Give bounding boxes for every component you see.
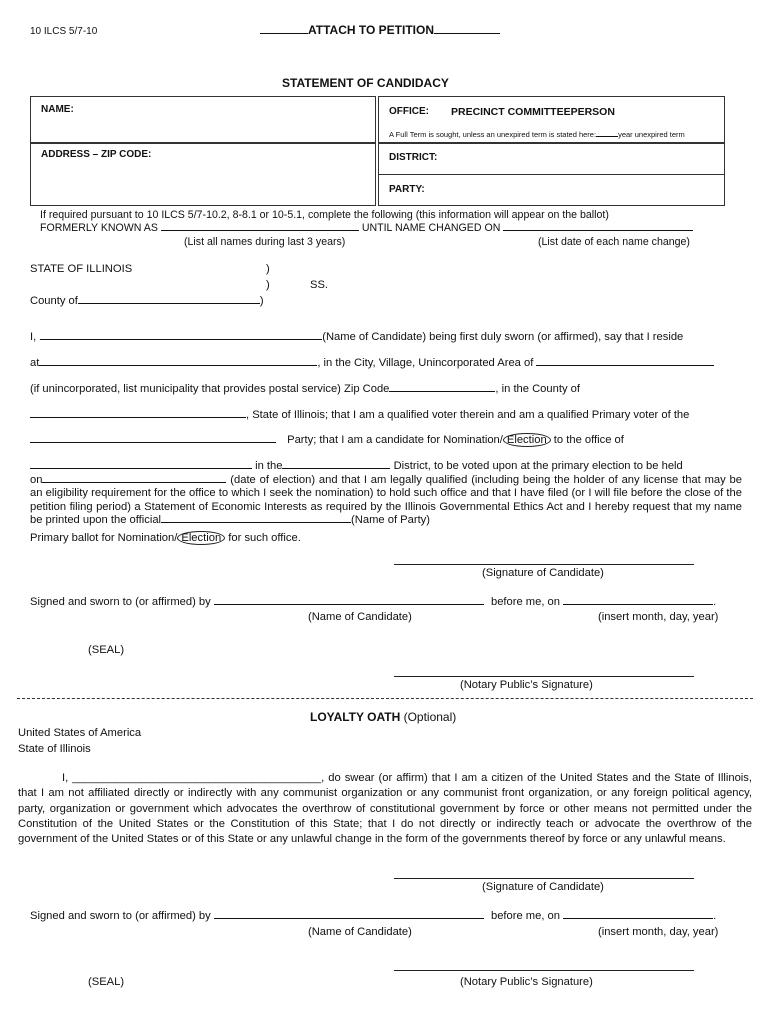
formerly-known-as: FORMERLY KNOWN AS UNTIL NAME CHANGED ON (40, 222, 693, 234)
candidate-signature-line-2[interactable] (394, 878, 694, 879)
notary-signature-line-2[interactable] (394, 970, 694, 971)
loyalty-usa: United States of America (18, 727, 142, 739)
oath-line-4: , State of Illinois; that I am a qualified voter therein and am a qualified Primary voter of the (30, 409, 689, 421)
oath-line-2: at , in the City, Village, Unincorporated Area of (30, 357, 714, 369)
page-title: STATEMENT OF CANDIDACY (282, 76, 449, 90)
oath-line-5: Party; that I am a candidate for Nomination/ Election to the office of (30, 434, 624, 446)
seal-label-2: (SEAL) (88, 976, 125, 988)
office-label: OFFICE: (389, 106, 429, 117)
section-divider (17, 698, 753, 699)
notary-signature-label-2: (Notary Public’s Signature) (460, 976, 593, 988)
venue-ss: SS. (310, 279, 329, 291)
oath-line-6: in the District, to be voted upon at the primary election to be held (30, 460, 683, 472)
district-label: DISTRICT: (389, 152, 438, 163)
statute-reference: 10 ILCS 5/7-10 (30, 26, 98, 37)
loyalty-state: State of Illinois (18, 743, 91, 755)
party-field[interactable] (378, 174, 725, 206)
district-field[interactable] (378, 142, 725, 175)
list-dates-note: (List date of each name change) (538, 236, 690, 248)
formerly-intro: If required pursuant to 10 ILCS 5/7-10.2, 8-8.1 or 10-5.1, complete the following (this information will appear on the ballot) (40, 209, 609, 221)
venue-county: County of ) (30, 295, 264, 307)
attach-to-petition: ATTACH TO PETITION (260, 23, 500, 37)
notary-signature-label: (Notary Public’s Signature) (460, 679, 593, 691)
office-box (378, 96, 725, 144)
signature-candidate-label: (Signature of Candidate) (482, 567, 604, 579)
seal-label: (SEAL) (88, 644, 125, 656)
oath-last-line: Primary ballot for Nomination/ Election for such office. (30, 532, 301, 544)
oath-line-3: (if unincorporated, list municipality that provides postal service) Zip Code , in the County of (30, 383, 580, 395)
name-label: NAME: (41, 104, 74, 115)
loyalty-paragraph: I, ________________________________________, do swear (or affirm) that I am a citizen of the United States and the State of Illinois, that I am not affiliated directly or indirectly with any communist organization or any communist front organization, or any foreign political agency, party, organization or government which advocates the overthrow of constitutional government by force or other means not permitted under the Constitution of the United States or the Constitution of this State; that I do not directly or indirectly teach or advocate the overthrow of the government of the United States or of this State or any unlawful change in the form of the governments thereof by force or any unlawful means. (18, 772, 752, 846)
election-circled: Election (503, 433, 551, 447)
full-term-note: A Full Term is sought, unless an unexpired term is stated here: year unexpired term (389, 130, 685, 139)
venue-state: STATE OF ILLINOIS (30, 263, 133, 275)
notary-signature-line[interactable] (394, 676, 694, 677)
signature-candidate-label-2: (Signature of Candidate) (482, 881, 604, 893)
paren-2: ) (266, 279, 270, 291)
name-candidate-label: (Name of Candidate) (308, 611, 412, 623)
oath-paragraph: on (date of election) and that I am legally qualified (including being the holder of any license that may be an eligibility requirement for the office to which I seek the nomination) to hold such office and that I have filed (or I will file before the close of the petition filing period) a Statement of Economic Interests as required by the Illinois Governmental Ethics Act and I hereby request that my name be printed upon the official (Name of Party) (30, 474, 742, 527)
signed-sworn-line: Signed and sworn to (or affirmed) by before me, on . (30, 596, 717, 608)
party-label: PARTY: (389, 184, 425, 195)
list-names-note: (List all names during last 3 years) (184, 236, 346, 248)
insert-date-label: (insert month, day, year) (598, 611, 719, 623)
insert-date-label-2: (insert month, day, year) (598, 926, 719, 938)
candidate-signature-line[interactable] (394, 564, 694, 565)
office-value: PRECINCT COMMITTEEPERSON (451, 106, 615, 118)
signed-sworn-line-2: Signed and sworn to (or affirmed) by before me, on . (30, 910, 717, 922)
address-field[interactable] (30, 142, 376, 206)
paren-1: ) (266, 263, 270, 275)
name-field[interactable] (30, 96, 376, 144)
name-candidate-label-2: (Name of Candidate) (308, 926, 412, 938)
oath-line-1: I, (Name of Candidate) being first duly sworn (or affirmed), say that I reside (30, 331, 684, 343)
address-label: ADDRESS – ZIP CODE: (41, 149, 152, 160)
loyalty-oath-title: LOYALTY OATH (Optional) (310, 710, 457, 724)
